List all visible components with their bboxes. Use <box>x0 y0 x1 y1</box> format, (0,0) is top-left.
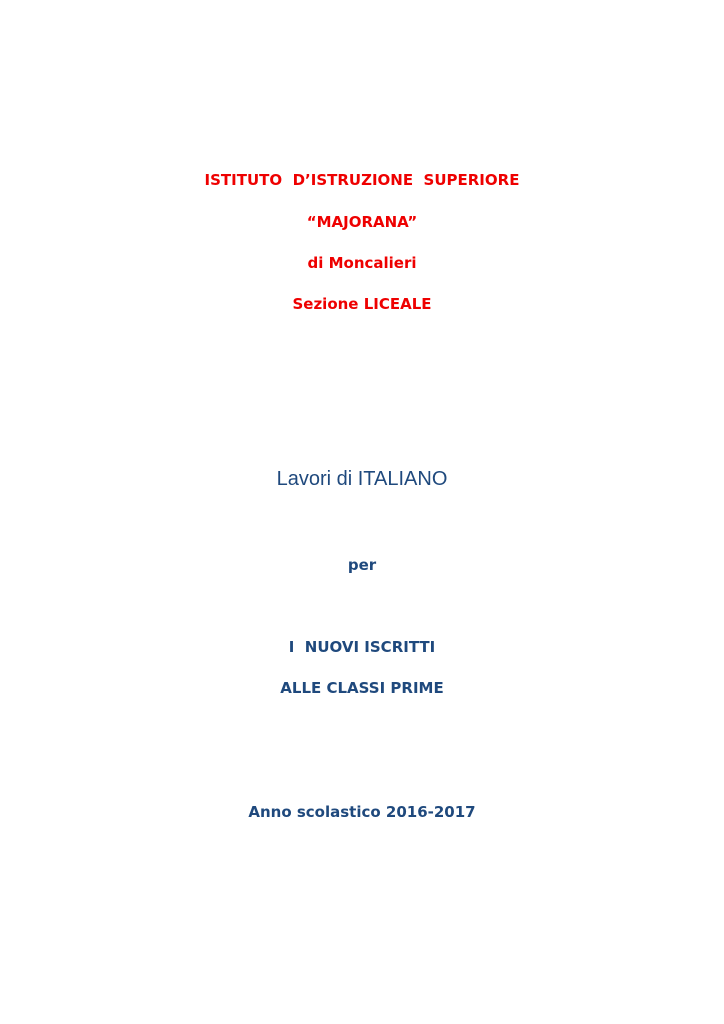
document-title: Lavori di ITALIANO <box>276 468 448 490</box>
audience-line-1: I NUOVI ISCRITTI <box>288 638 436 656</box>
school-name: “MAJORANA” <box>306 213 418 231</box>
school-year: Anno scolastico 2016-2017 <box>248 803 476 821</box>
institute-heading: ISTITUTO D’ISTRUZIONE SUPERIORE <box>204 171 520 189</box>
audience-line-2: ALLE CLASSI PRIME <box>280 679 444 697</box>
city-line: di Moncalieri <box>307 254 417 272</box>
for-word: per <box>347 556 377 574</box>
section-line: Sezione LICEALE <box>292 295 432 313</box>
